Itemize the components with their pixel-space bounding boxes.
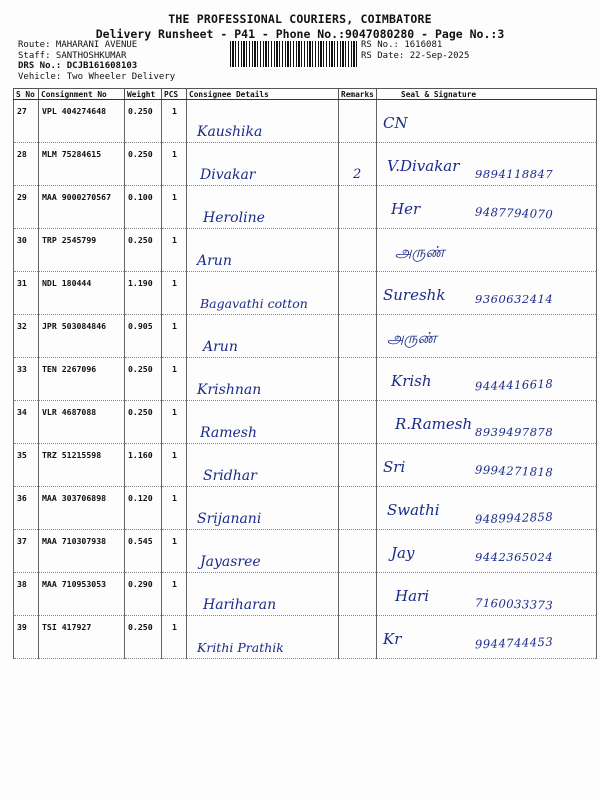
- cell-remarks: [339, 186, 377, 229]
- table-row: [14, 616, 597, 659]
- cell-consignment-text: MAA 710307938: [42, 536, 107, 546]
- consignee-handwriting: Jayasree: [200, 554, 261, 570]
- cell-signature: [377, 186, 597, 229]
- signature-handwriting: அருண்: [395, 243, 445, 261]
- cell-sno: [14, 100, 39, 143]
- cell-pcs-text: 1: [172, 407, 177, 417]
- cell-consignment: [39, 229, 125, 272]
- table-row: [14, 186, 597, 229]
- cell-consignment-text: MAA 303706898: [42, 493, 107, 503]
- cell-consignment-text: VLR 4687088: [42, 407, 97, 417]
- cell-consignee: [187, 100, 339, 143]
- cell-weight: [125, 143, 162, 186]
- consignee-handwriting: Heroline: [203, 210, 265, 226]
- table-row: [14, 143, 597, 186]
- cell-consignment-text: TEN 2267096: [42, 364, 97, 374]
- cell-pcs-text: 1: [172, 579, 177, 589]
- cell-weight-text: 0.120: [128, 493, 153, 503]
- cell-pcs: [162, 616, 187, 659]
- cell-consignee: [187, 444, 339, 487]
- cell-weight: [125, 100, 162, 143]
- cell-consignee: [187, 401, 339, 444]
- cell-pcs-text: 1: [172, 450, 177, 460]
- cell-weight: [125, 358, 162, 401]
- cell-sno-text: 35: [17, 450, 27, 460]
- cell-sno-text: 27: [17, 106, 27, 116]
- cell-signature: [377, 143, 597, 186]
- table-row: [14, 444, 597, 487]
- cell-remarks: [339, 487, 377, 530]
- consignee-handwriting: Hariharan: [203, 597, 277, 613]
- cell-consignment: [39, 358, 125, 401]
- cell-pcs: [162, 143, 187, 186]
- vehicle-label: Vehicle: Two Wheeler Delivery: [18, 71, 176, 82]
- cell-weight: [125, 444, 162, 487]
- cell-weight-text: 0.250: [128, 364, 153, 374]
- cell-consignment-text: NDL 180444: [42, 278, 92, 288]
- cell-pcs: [162, 530, 187, 573]
- cell-consignee: [187, 143, 339, 186]
- cell-consignment: [39, 100, 125, 143]
- cell-sno: [14, 186, 39, 229]
- cell-weight-text: 0.250: [128, 235, 153, 245]
- barcode: [230, 41, 358, 67]
- consignee-handwriting: Krishnan: [197, 382, 262, 398]
- col-signature: Seal & Signature: [377, 89, 597, 100]
- signature-handwriting: Kr: [383, 630, 402, 648]
- cell-consignment-text: MAA 710953053: [42, 579, 107, 589]
- cell-weight: [125, 616, 162, 659]
- table-row: [14, 358, 597, 401]
- cell-weight: [125, 186, 162, 229]
- cell-remarks: [339, 530, 377, 573]
- cell-weight-text: 0.250: [128, 622, 153, 632]
- cell-sno-text: 28: [17, 149, 27, 159]
- cell-pcs: [162, 100, 187, 143]
- cell-sno-text: 34: [17, 407, 27, 417]
- consignee-handwriting: Divakar: [200, 167, 256, 183]
- cell-consignee: [187, 186, 339, 229]
- cell-signature: [377, 100, 597, 143]
- cell-consignee: [187, 487, 339, 530]
- company-title: THE PROFESSIONAL COURIERS, COIMBATORE: [168, 12, 432, 26]
- cell-signature: [377, 573, 597, 616]
- phone-handwriting: 8939497878: [475, 425, 554, 439]
- consignee-handwriting: Kaushika: [197, 124, 263, 140]
- cell-remarks: [339, 616, 377, 659]
- cell-consignment: [39, 315, 125, 358]
- consignee-handwriting: Krithi Prathik: [197, 640, 284, 655]
- cell-weight-text: 0.905: [128, 321, 153, 331]
- cell-sno: [14, 616, 39, 659]
- consignee-handwriting: Arun: [197, 253, 232, 269]
- cell-signature: [377, 616, 597, 659]
- signature-handwriting: Jay: [391, 544, 415, 562]
- cell-consignment: [39, 487, 125, 530]
- signature-handwriting: V.Divakar: [387, 157, 460, 175]
- rs-date: RS Date: 22-Sep-2025: [361, 50, 470, 61]
- cell-weight: [125, 272, 162, 315]
- phone-handwriting: 9894118847: [475, 167, 554, 181]
- cell-weight-text: 1.160: [128, 450, 153, 460]
- cell-remarks: [339, 358, 377, 401]
- cell-pcs: [162, 358, 187, 401]
- cell-sno-text: 29: [17, 192, 27, 202]
- table-row: [14, 272, 597, 315]
- rs-number: RS No.: 1616081: [361, 40, 443, 50]
- cell-weight-text: 0.545: [128, 536, 153, 546]
- cell-weight-text: 0.250: [128, 106, 153, 116]
- cell-signature: [377, 487, 597, 530]
- cell-sno-text: 36: [17, 493, 27, 503]
- cell-consignment: [39, 530, 125, 573]
- signature-handwriting: Sureshk: [383, 286, 446, 304]
- cell-signature: [377, 401, 597, 444]
- col-sno: S No: [14, 89, 39, 100]
- cell-pcs: [162, 186, 187, 229]
- cell-weight: [125, 573, 162, 616]
- cell-consignment: [39, 444, 125, 487]
- cell-weight-text: 1.190: [128, 278, 153, 288]
- cell-weight-text: 0.290: [128, 579, 153, 589]
- cell-pcs: [162, 487, 187, 530]
- cell-remarks: [339, 573, 377, 616]
- cell-weight: [125, 315, 162, 358]
- phone-handwriting: 9489942858: [474, 509, 554, 527]
- table-row: [14, 229, 597, 272]
- cell-sno-text: 33: [17, 364, 27, 374]
- cell-pcs-text: 1: [172, 622, 177, 632]
- consignee-handwriting: Sridhar: [203, 468, 257, 484]
- cell-signature: [377, 272, 597, 315]
- cell-pcs-text: 1: [172, 106, 177, 116]
- cell-weight: [125, 401, 162, 444]
- runsheet-meta-left: [18, 40, 238, 82]
- signature-handwriting: Sri: [383, 458, 406, 476]
- cell-consignee: [187, 315, 339, 358]
- cell-sno: [14, 444, 39, 487]
- cell-pcs: [162, 401, 187, 444]
- cell-consignment-text: TSI 417927: [42, 622, 92, 632]
- col-weight: Weight: [125, 89, 162, 100]
- cell-signature: [377, 530, 597, 573]
- table-row: [14, 100, 597, 143]
- cell-remarks: [339, 272, 377, 315]
- cell-pcs: [162, 272, 187, 315]
- cell-pcs-text: 1: [172, 149, 177, 159]
- cell-consignee: [187, 530, 339, 573]
- runsheet-meta-right: [361, 40, 581, 61]
- cell-consignment: [39, 272, 125, 315]
- cell-signature: [377, 358, 597, 401]
- cell-pcs-text: 1: [172, 536, 177, 546]
- cell-consignment-text: TRP 2545799: [42, 235, 97, 245]
- cell-sno-text: 38: [17, 579, 27, 589]
- cell-remarks: [339, 229, 377, 272]
- cell-consignment-text: MLM 75284615: [42, 149, 102, 159]
- col-remarks: Remarks: [339, 89, 377, 100]
- cell-pcs: [162, 573, 187, 616]
- cell-sno-text: 32: [17, 321, 27, 331]
- consignee-handwriting: Srijanani: [197, 511, 262, 527]
- cell-remarks: [339, 315, 377, 358]
- remarks-handwriting: 2: [353, 167, 362, 182]
- signature-handwriting: Her: [391, 200, 421, 218]
- cell-pcs-text: 1: [172, 493, 177, 503]
- cell-pcs: [162, 229, 187, 272]
- table-row: [14, 401, 597, 444]
- cell-pcs: [162, 315, 187, 358]
- cell-pcs-text: 1: [172, 192, 177, 202]
- cell-pcs: [162, 444, 187, 487]
- signature-handwriting: Swathi: [387, 501, 440, 519]
- cell-consignment: [39, 186, 125, 229]
- cell-sno: [14, 530, 39, 573]
- phone-handwriting: 9944744453: [474, 634, 554, 652]
- signature-handwriting: CN: [383, 114, 408, 132]
- phone-handwriting: 7160033373: [474, 595, 554, 613]
- cell-consignee: [187, 573, 339, 616]
- cell-consignee: [187, 229, 339, 272]
- signature-handwriting: அருண்: [387, 329, 437, 347]
- consignee-handwriting: Ramesh: [200, 425, 257, 441]
- cell-signature: [377, 315, 597, 358]
- cell-sno: [14, 573, 39, 616]
- table-row: [14, 315, 597, 358]
- route-label: Route: MAHARANI AVENUE: [18, 40, 138, 50]
- table-row: [14, 573, 597, 616]
- delivery-table: [13, 88, 597, 659]
- phone-handwriting: 9487794070: [474, 204, 554, 222]
- cell-sno-text: 30: [17, 235, 27, 245]
- cell-consignee: [187, 616, 339, 659]
- col-consignee: Consignee Details: [187, 89, 339, 100]
- phone-handwriting: 9360632414: [475, 292, 554, 306]
- cell-sno: [14, 487, 39, 530]
- consignee-handwriting: Arun: [203, 339, 238, 355]
- cell-consignment-text: TRZ 51215598: [42, 450, 102, 460]
- table-row: [14, 487, 597, 530]
- cell-sno: [14, 315, 39, 358]
- cell-weight-text: 0.250: [128, 149, 153, 159]
- cell-weight: [125, 229, 162, 272]
- cell-remarks: [339, 100, 377, 143]
- cell-pcs-text: 1: [172, 321, 177, 331]
- col-consignment: Consignment No: [39, 89, 125, 100]
- cell-sno: [14, 401, 39, 444]
- cell-pcs-text: 1: [172, 235, 177, 245]
- cell-sno: [14, 358, 39, 401]
- staff-label: Staff: SANTHOSHKUMAR: [18, 50, 127, 61]
- cell-consignment-text: VPL 404274648: [42, 106, 107, 116]
- signature-handwriting: Krish: [391, 372, 432, 390]
- drs-number: DRS No.: DCJB161608103: [18, 61, 138, 71]
- cell-remarks: [339, 401, 377, 444]
- cell-sno-text: 39: [17, 622, 27, 632]
- table-row: [14, 530, 597, 573]
- cell-weight-text: 0.100: [128, 192, 153, 202]
- cell-sno-text: 31: [17, 278, 27, 288]
- cell-sno-text: 37: [17, 536, 27, 546]
- cell-consignment-text: JPR 503084846: [42, 321, 107, 331]
- cell-consignment: [39, 143, 125, 186]
- cell-signature: [377, 444, 597, 487]
- cell-sno: [14, 229, 39, 272]
- signature-handwriting: Hari: [395, 587, 429, 605]
- cell-consignee: [187, 272, 339, 315]
- col-pcs: PCS: [162, 89, 187, 100]
- cell-weight-text: 0.250: [128, 407, 153, 417]
- cell-weight: [125, 487, 162, 530]
- cell-consignment-text: MAA 9000270567: [42, 192, 112, 202]
- cell-pcs-text: 1: [172, 364, 177, 374]
- cell-consignment: [39, 573, 125, 616]
- cell-remarks: [339, 143, 377, 186]
- phone-handwriting: 9442365024: [475, 550, 554, 564]
- cell-weight: [125, 530, 162, 573]
- phone-handwriting: 9994271818: [474, 462, 554, 480]
- cell-consignment: [39, 401, 125, 444]
- consignee-handwriting: Bagavathi cotton: [200, 296, 308, 311]
- cell-remarks: [339, 444, 377, 487]
- signature-handwriting: R.Ramesh: [395, 415, 473, 433]
- cell-sno: [14, 143, 39, 186]
- cell-pcs-text: 1: [172, 278, 177, 288]
- table-header-row: [14, 89, 597, 100]
- runsheet-subtitle: Delivery Runsheet - P41 - Phone No.:9047080280 - Page No.:3: [95, 27, 505, 41]
- cell-consignment: [39, 616, 125, 659]
- cell-consignee: [187, 358, 339, 401]
- phone-handwriting: 9444416618: [474, 376, 554, 394]
- cell-signature: [377, 229, 597, 272]
- cell-sno: [14, 272, 39, 315]
